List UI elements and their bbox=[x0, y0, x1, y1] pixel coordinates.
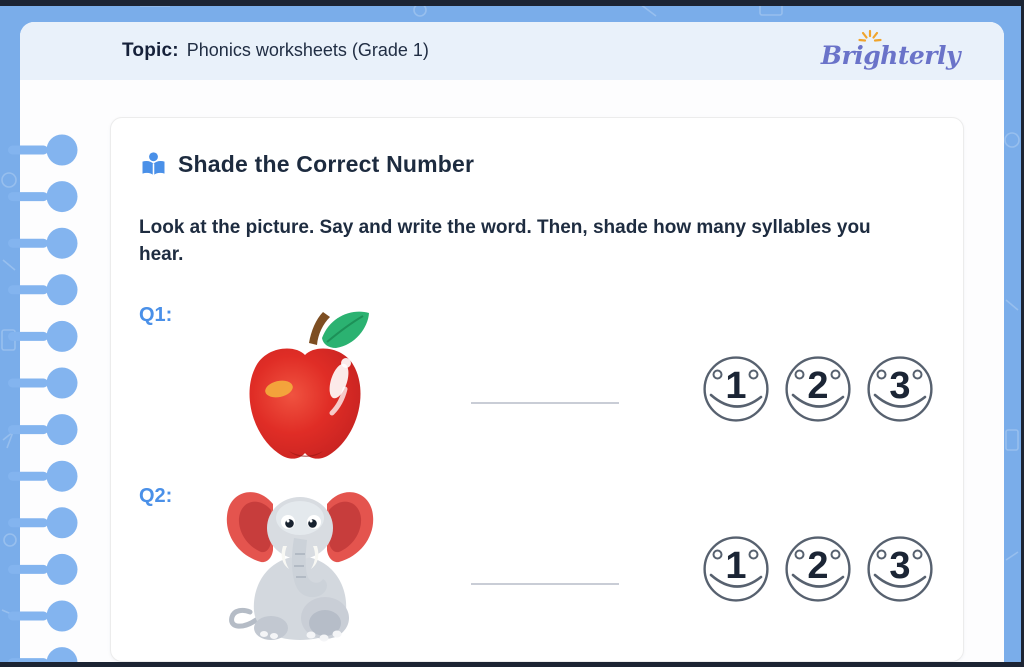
question-1-label: Q1: bbox=[139, 304, 173, 326]
syllable-option-2[interactable] bbox=[785, 356, 851, 422]
syllable-options-q1 bbox=[703, 356, 933, 422]
option-number: 2 bbox=[807, 365, 829, 407]
spiral-binding bbox=[0, 105, 80, 667]
syllable-option-3[interactable] bbox=[867, 536, 933, 602]
frame-edge-top bbox=[0, 0, 1024, 6]
sun-icon bbox=[857, 29, 883, 45]
topic-header bbox=[20, 22, 1004, 80]
frame-edge-bottom bbox=[0, 662, 1024, 667]
logo-text: Brighterly bbox=[820, 40, 960, 70]
brighterly-logo[interactable] bbox=[821, 35, 960, 68]
worksheet-page bbox=[20, 22, 1004, 662]
title-row bbox=[140, 151, 474, 178]
option-number: 1 bbox=[725, 365, 747, 407]
syllable-option-2[interactable] bbox=[785, 536, 851, 602]
answer-write-line[interactable] bbox=[471, 583, 619, 585]
reader-book-icon bbox=[140, 151, 167, 178]
syllable-option-3[interactable] bbox=[867, 356, 933, 422]
question-2-label: Q2: bbox=[139, 485, 173, 507]
topic-value: Phonics worksheets (Grade 1) bbox=[186, 40, 429, 60]
elephant-illustration bbox=[219, 476, 381, 646]
option-number: 3 bbox=[889, 545, 911, 587]
page-title: Shade the Correct Number bbox=[178, 151, 475, 177]
syllable-option-1[interactable] bbox=[703, 356, 769, 422]
worksheet-card bbox=[110, 117, 964, 662]
instructions-text: Look at the picture. Say and write the word. Then, shade how many syllables you hear. bbox=[139, 217, 871, 265]
topic-label: Topic: bbox=[122, 40, 179, 61]
option-number: 2 bbox=[807, 545, 829, 587]
option-number: 3 bbox=[889, 365, 911, 407]
answer-write-line[interactable] bbox=[471, 402, 619, 404]
option-number: 1 bbox=[725, 545, 747, 587]
apple-illustration bbox=[229, 301, 381, 465]
syllable-option-1[interactable] bbox=[703, 536, 769, 602]
syllable-options-q2 bbox=[703, 536, 933, 602]
topic bbox=[122, 40, 429, 62]
